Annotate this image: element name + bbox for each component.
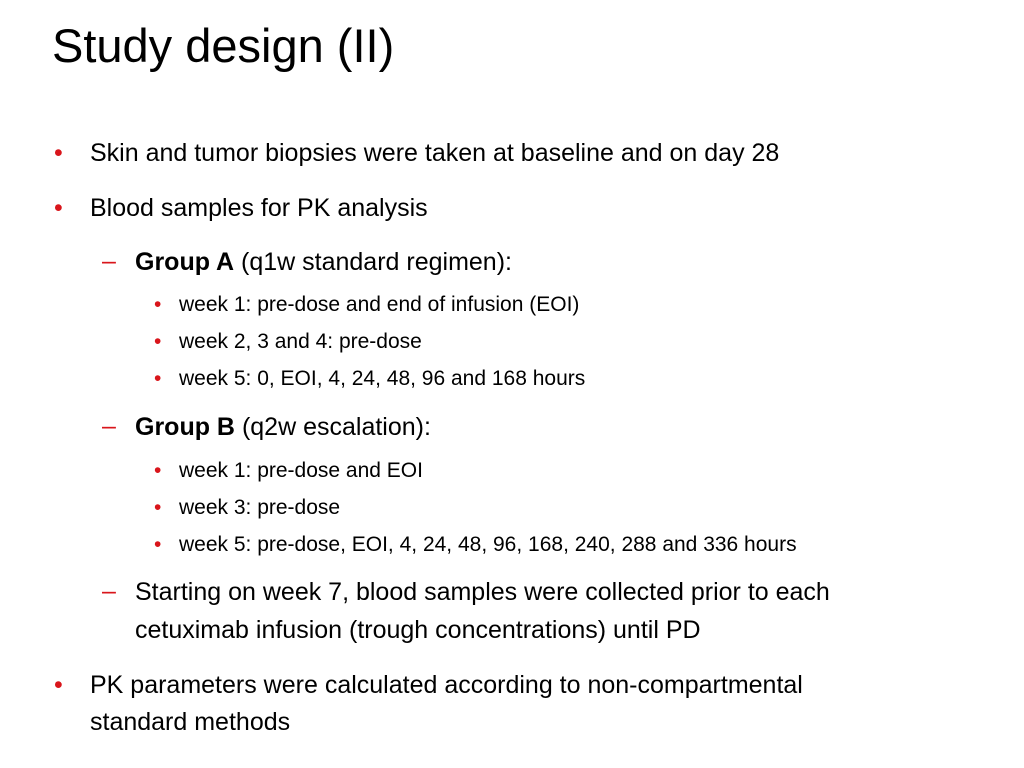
point-text: week 2, 3 and 4: pre-dose	[179, 330, 422, 353]
group-a-description: (q1w standard regimen):	[234, 248, 512, 276]
bullet-marker: •	[154, 330, 162, 353]
bullet-marker: •	[54, 671, 63, 699]
group-b-point	[154, 452, 423, 489]
point-text: week 1: pre-dose and EOI	[179, 459, 423, 482]
bullet-pk-parameters	[54, 667, 803, 704]
point-text: week 1: pre-dose and end of infusion (EOI)	[179, 293, 580, 316]
group-b-label: Group B	[135, 413, 235, 441]
group-a-point	[154, 323, 422, 360]
pk-line-1: PK parameters were calculated according to non-compartmental	[90, 671, 803, 699]
point-text: week 5: 0, EOI, 4, 24, 48, 96 and 168 hours	[179, 367, 586, 390]
trough-line-2: cetuximab infusion (trough concentrations) until PD	[135, 616, 701, 644]
point-text: week 3: pre-dose	[179, 496, 341, 519]
pk-line-2: standard methods	[90, 708, 291, 736]
group-a-point	[154, 360, 586, 397]
dash-marker: –	[102, 412, 116, 440]
subitem-group-b	[102, 409, 431, 446]
bullet-pk-parameters-continued	[90, 704, 290, 741]
group-a-point	[154, 286, 580, 323]
bullet-marker: •	[154, 496, 162, 519]
dash-marker: –	[102, 247, 116, 275]
bullet-marker: •	[154, 533, 162, 556]
bullet-marker: •	[154, 459, 162, 482]
group-a-label: Group A	[135, 248, 235, 276]
dash-marker: –	[102, 577, 116, 605]
subitem-trough	[102, 574, 830, 611]
slide-title: Study design (II)	[52, 19, 395, 72]
bullet-marker: •	[154, 367, 162, 390]
trough-line-1: Starting on week 7, blood samples were collected prior to each	[135, 578, 830, 606]
point-text: week 5: pre-dose, EOI, 4, 24, 48, 96, 168, 240, 288 and 336 hours	[179, 533, 797, 556]
group-b-point	[154, 526, 797, 563]
bullet-text: Skin and tumor biopsies were taken at baseline and on day 28	[90, 139, 780, 167]
bullet-marker: •	[154, 293, 162, 316]
bullet-biopsies	[54, 135, 780, 172]
bullet-marker: •	[54, 194, 63, 222]
group-b-point	[154, 489, 341, 526]
group-b-description: (q2w escalation):	[235, 413, 431, 441]
bullet-blood-samples	[54, 190, 428, 227]
subitem-trough-continued	[135, 612, 701, 649]
subitem-group-a	[102, 244, 512, 281]
bullet-marker: •	[54, 139, 63, 167]
bullet-text: Blood samples for PK analysis	[90, 194, 428, 222]
